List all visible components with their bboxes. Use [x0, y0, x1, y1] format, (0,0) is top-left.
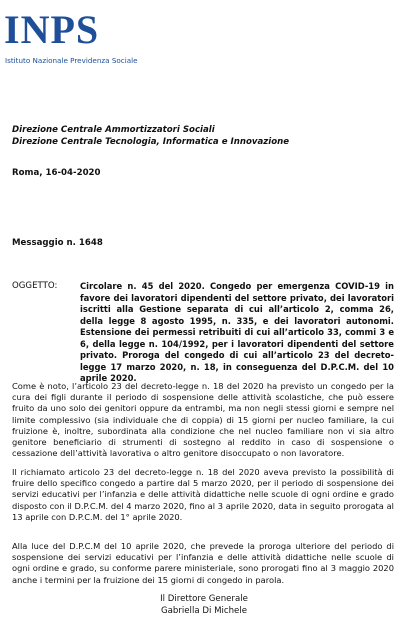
- place-date: Roma, 16-04-2020: [12, 168, 101, 178]
- body-paragraph: Il richiamato articolo 23 del decreto-legge n. 18 del 2020 aveva previsto la possibilità di fruire dello specifico congedo a partire dal 5 marzo 2020, per il periodo di sospensione dei servizi educativi per l’infanzia e delle attività didattiche nelle scuole di ogni ordine e grado disposto con il D.P.C.M. del 4 marzo 2020, fino al 3 aprile 2020, data in seguito prorogata al 13 aprile con D.P.C.M. del 1° aprile 2020.: [12, 467, 394, 522]
- inps-logo: [4, 6, 144, 70]
- subject-label: OGGETTO:: [12, 281, 58, 291]
- directions-block: [12, 124, 289, 148]
- body-paragraph: Alla luce del D.P.C.M del 10 aprile 2020, che prevede la proroga ulteriore del periodo di sospensione dei servizi educativi per l’infanzia e delle attività didattiche nelle scuole di ogni ordine e grado, su conforme parere ministeriale, sono prorogati fino al 3 maggio 2020 anche i termini per la fruizione dei 15 giorni di congedo in parola.: [12, 541, 394, 585]
- body-paragraph: Come è noto, l’articolo 23 del decreto-legge n. 18 del 2020 ha previsto un congedo per la cura dei figli durante il periodo di sospensione delle attività scolastiche, che può essere fruito da uno solo dei genitori oppure da entrambi, ma non negli stessi giorni e sempre nel limite complessivo (sia individuale che di coppia) di 15 giorni per nucleo familiare, la cui fruizione è, inoltre, subordinata alla condizione che nel nucleo familiare non vi sia altro genitore beneficiario di strumenti di sostegno al reddito in caso di sospensione o cessazione dell’attività lavorativa o altro genitore disoccupato o non lavoratore.: [12, 381, 394, 459]
- subject-text: Circolare n. 45 del 2020. Congedo per emergenza COVID-19 in favore dei lavoratori dipendenti del settore privato, dei lavoratori iscritti alla Gestione separata di cui all’articolo 2, comma 26, della legge 8 agosto 1995, n. 335, e dei lavoratori autonomi. Estensione dei permessi retribuiti di cui all’articolo 33, commi 3 e 6, della legge n. 104/1992, per i lavoratori dipendenti del settore privato. Proroga del congedo di cui all’articolo 23 del decreto-legge 17 marzo 2020, n. 18, in conseguenza del D.P.C.M. del 10 aprile 2020.: [80, 281, 394, 383]
- signature-name: Gabriella Di Michele: [160, 606, 248, 616]
- message-number: Messaggio n. 1648: [12, 238, 103, 248]
- signature-role: Il Direttore Generale: [160, 594, 248, 604]
- direction-line: Direzione Centrale Ammortizzatori Sociali: [12, 125, 215, 135]
- logo-subtitle: Istituto Nazionale Previdenza Sociale: [5, 56, 138, 65]
- direction-line: Direzione Centrale Tecnologia, Informatica e Innovazione: [12, 137, 290, 147]
- signature-block: [0, 593, 408, 617]
- logo-wordmark: INPS: [4, 7, 100, 52]
